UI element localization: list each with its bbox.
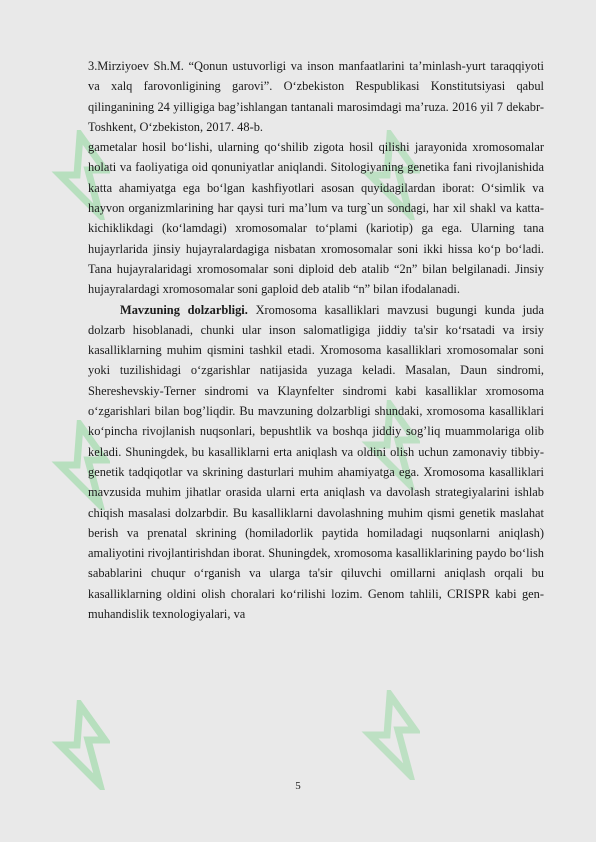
section-heading-relevance: Mavzuning dolzarbligi. — [120, 302, 248, 317]
page-number: 5 — [295, 780, 301, 792]
watermark-mark-3 — [50, 700, 110, 790]
reference-entry: 3.Mirziyoev Sh.M. “Qonun ustuvorligi va inson manfaatlarini ta’minlash-yurt taraqqiyoti va xalq farovonligining garovi”. O‘zbekiston Respublikasi Konstitutsiyasi qabul qilinganining 24 yilligiga bag’ishlangan tantanali marosimdagi ma’ruza. 2016 yil 7 dekabr- Toshkent, O‘zbekiston, 2017. 48-b. — [88, 59, 544, 134]
body-paragraph-2 — [88, 300, 544, 625]
page-body — [88, 56, 544, 624]
body-paragraph-2-text: Xromosoma kasalliklari mavzusi bugungi kunda juda dolzarb hisoblanadi, chunki ular inson salomatligiga jiddiy ta'sir ko‘rsatadi va irsiy kasalliklarning muhim qismini tashkil etadi. Xromosoma kasalliklari xromosomalar soni yoki tuzilishidagi o‘zgarishlar natijasida yuzaga keladi. Masalan, Daun sindromi, Shereshevskiy-Terner sindromi va Klaynfelter sindromi kabi kasalliklar xromosoma o‘zgarishlari bilan bog’liqdir. Bu mavzuning dolzarbligi shundaki, xromosoma kasalliklari ko‘pincha rivojlanish nuqsonlari, bepushtlik va boshqa jiddiy sog’liq muammolariga olib keladi. Shuningdek, bu kasalliklarni erta aniqlash va oldini olish uchun zamonaviy tibbiy-genetik tadqiqotlar va skrining dasturlari muhim ahamiyatga ega. Xromosoma kasalliklari mavzusida muhim jihatlar orasida ularni erta aniqlash va davolash strategiyalarini ishlab chiqish masalasi dolzarbdir. Bu kasalliklarni davolashning muhim qismi genetik maslahat berish va prenatal skrining (homiladorlik paytida homiladagi nuqsonlarni aniqlash) amaliyotini rivojlantirishdan iborat. Shuningdek, xromosoma kasalliklarining paydo bo‘lish sabablarini chuqur o‘rganish va ularga ta'sir qiluvchi omillarni aniqlash orqali bu kasalliklarning oldini olish choralari ko‘rilishi lozim. Genom tahlili, CRISPR kabi gen-muhandislik texnologiyalari, va — [88, 302, 544, 622]
watermark-mark-6 — [360, 690, 420, 780]
body-paragraph-1: gametalar hosil bo‘lishi, ularning qo‘shilib zigota hosil qilishi jarayonida xromosomalar holati va faoliyatiga oid qonuniyatlar aniqlandi. Sitologiyaning genetika fani rivojlanishida katta ahamiyatga ega bo‘lgan kashfiyotlari asosan quyidagilardan iborat: O‘simlik va hayvon organizmlarining har qaysi turi ma’lum va turg`un sondagi, har xil shakl va katta-kichiklikdagi (ko‘lamdagi) xromosomalar to‘plami (kariotip) ga ega. Ularning tana hujayrlarida jinsiy hujayralardagiga nisbatan xromosomalar soni ikki hissa ko‘p bo‘ladi. Tana hujayralaridagi xromosomalar soni diploid deb atalib “2n” bilan belgilanadi. Jinsiy hujayralardagi xromosomalar soni gaploid deb atalib “n” bilan ifodalanadi. — [88, 140, 544, 297]
